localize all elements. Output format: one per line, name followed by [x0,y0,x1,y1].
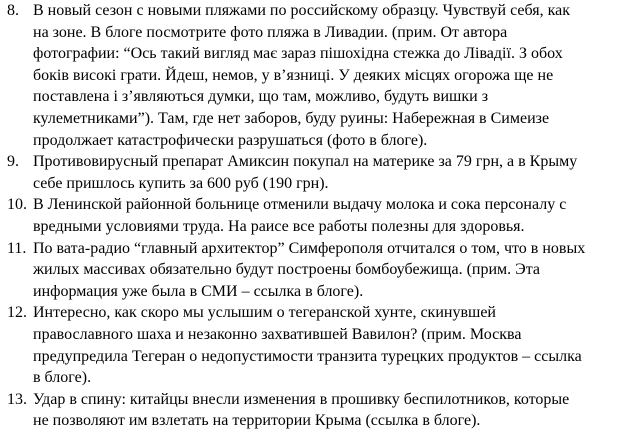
item-text-line: боків високі грати. Йдеш, немов, у в’язниці. У деяких місцях огорожа ще не [33,66,554,84]
item-number: 8. [7,2,19,19]
item-number: 13. [7,390,27,408]
list-item [0,238,642,303]
item-number: 9. [7,153,19,171]
list-item [0,302,642,388]
item-text-line: Противовирусный препарат Амиксин покупал на материке за 79 грн, а в Крыму [33,153,578,171]
item-text-line: фотографии: “Ось такий вигляд має зараз пішохідна стежка до Лівадії. З обох [33,45,563,63]
item-text-line: В Ленинской районной больнице отменили выдачу молока и сока персоналу с [33,196,567,214]
item-number: 12. [7,304,27,322]
item-text-line: Удар в спину: китайцы внесли изменения в прошивку беспилотников, которые [33,390,570,408]
item-text-line: В новый сезон с новыми пляжами по российскому образцу. Чувствуй себя, как [33,2,571,19]
item-text-line: Интересно, как скоро мы услышим о тегеранской хунте, скинувшей [33,304,496,322]
item-text-line: кулеметниками”). Там, где нет заборов, буду руины: Набережная в Симеизе [33,109,550,127]
item-text-line: в блоге). [33,369,92,387]
item-text-line: По вата-радио “главный архитектор” Симферополя отчитался о том, что в новых [33,239,586,257]
item-text-line: себе пришлось купить за 600 руб (190 грн). [33,174,329,192]
list-item [0,151,642,194]
list-item [0,194,642,237]
item-text-line: поставлена і з’являються думки, що там, можливо, будуть вишки з [33,88,489,106]
item-text-line: на зоне. В блоге посмотрите фото пляжа в Ливадии. (прим. От автора [33,23,508,41]
item-number: 11. [7,239,27,257]
item-text-line: предупредила Тегеран о недопустимости транзита турецких продуктов – ссылка [33,347,582,365]
list-item [0,0,642,151]
item-text-line: православного шаха и незаконно захватившей Вавилон? (прим. Москва [33,325,522,343]
item-number: 10. [7,196,27,214]
item-text-line: не позволяют им взлетать на территории Крыма (ссылка в блоге). [33,412,481,430]
item-text-line: информация уже была в СМИ – ссылка в блоге). [33,282,364,300]
item-text-line: вредными условиями труда. На раисе все работы полезны для здоровья. [33,217,525,235]
list-item [0,389,642,432]
item-text-line: продолжает катастрофически разрушаться (фото в блоге). [33,131,428,149]
item-text-line: жилых массивах обязательно будут построены бомбоубежища. (прим. Эта [33,261,541,279]
